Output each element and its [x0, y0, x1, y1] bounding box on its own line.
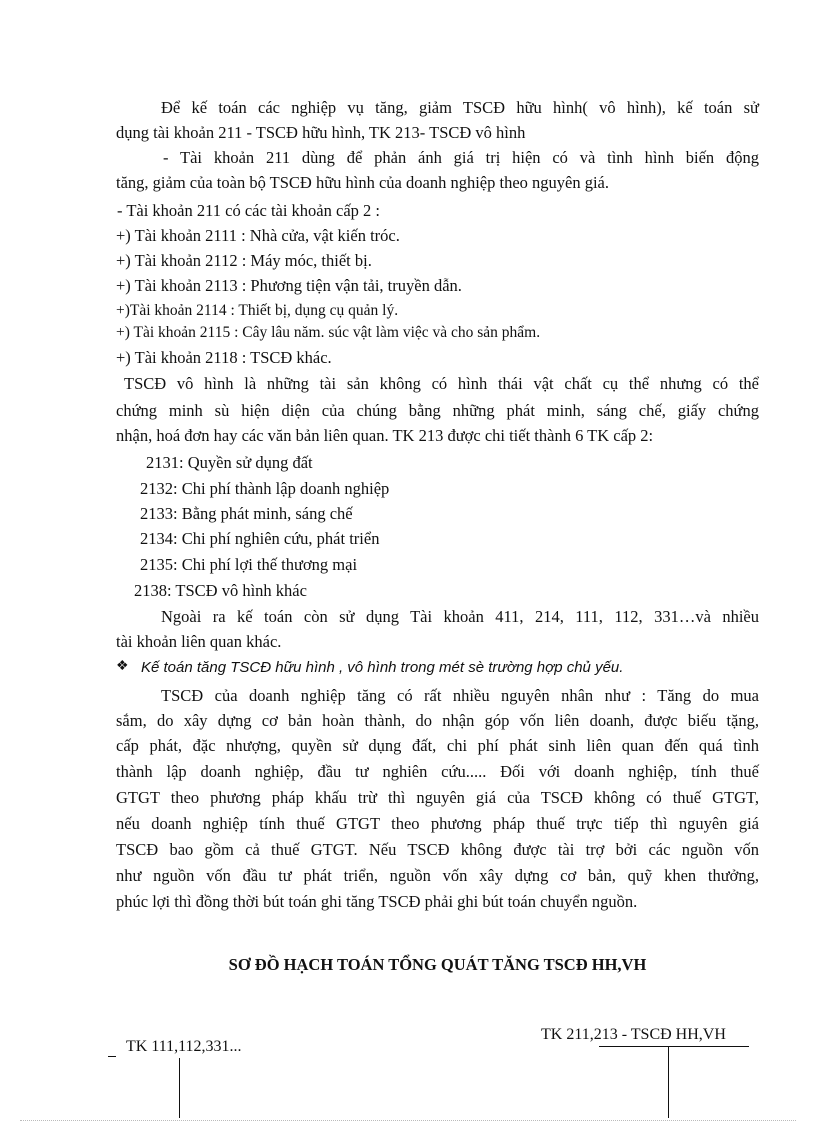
- tk-2131: 2131: Quyền sử dụng đất: [146, 453, 313, 472]
- right-account-horizontal-line: [599, 1046, 749, 1047]
- account-2115: +) Tài khoản 2115 : Cây lâu năm. súc vật làm việc và cho sản phẩm.: [116, 324, 541, 341]
- paragraph-3-line-1: TSCĐ vô hình là những tài sản không có hình thái vật chất cụ thể nhưng có thể: [124, 374, 759, 393]
- diamond-bullet-icon: ❖: [116, 659, 129, 674]
- right-account-label: TK 211,213 - TSCĐ HH,VH: [541, 1026, 726, 1043]
- paragraph-3-line-2: chứng minh sù hiện diện của chúng bằng những phát minh, sáng chế, giấy chứng: [116, 401, 759, 420]
- paragraph-5-line-9: phúc lợi thì đồng thời bút toán ghi tăng TSCĐ phải ghi bút toán chuyển nguồn.: [116, 892, 638, 911]
- paragraph-4-line-1: Ngoài ra kế toán còn sử dụng Tài khoản 411, 214, 111, 112, 331…và nhiều: [161, 607, 759, 626]
- paragraph-5-line-3: cấp phát, đặc nhượng, quyền sử dụng đất, chi phí phát sinh liên quan đến quá tình: [116, 736, 759, 755]
- paragraph-5-line-7: TSCĐ bao gồm cả thuế GTGT. Nếu TSCĐ không được tài trợ bởi các nguồn vốn: [116, 840, 759, 859]
- tk-2133: 2133: Bằng phát minh, sáng chế: [140, 504, 353, 523]
- sub-account-intro: - Tài khoản 211 có các tài khoản cấp 2 :: [117, 201, 380, 220]
- paragraph-3-line-3: nhận, hoá đơn hay các văn bản liên quan. TK 213 được chi tiết thành 6 TK cấp 2:: [116, 426, 654, 445]
- tk-2132: 2132: Chi phí thành lập doanh nghiệp: [140, 479, 390, 498]
- paragraph-1-line-2: dụng tài khoản 211 - TSCĐ hữu hình, TK 213- TSCĐ vô hình: [116, 123, 526, 142]
- tk-2138: 2138: TSCĐ vô hình khác: [134, 581, 307, 600]
- paragraph-2-line-2: tăng, giảm của toàn bộ TSCĐ hữu hình của doanh nghiệp theo nguyên giá.: [116, 173, 610, 192]
- paragraph-5-line-8: như nguồn vốn đầu tư phát triển, nguồn vốn xây dựng cơ bản, quỹ khen thưởng,: [116, 866, 759, 885]
- section-heading-italic: Kế toán tăng TSCĐ hữu hình , vô hình trong mét sè trường hợp chủ yếu.: [141, 659, 624, 676]
- tk-2135: 2135: Chi phí lợi thế thương mại: [140, 555, 358, 574]
- paragraph-5-line-4: thành lập doanh nghiệp, đầu tư nghiên cứu..... Đối với doanh nghiệp, tính thuế: [116, 762, 759, 781]
- account-2118: +) Tài khoản 2118 : TSCĐ khác.: [116, 348, 332, 367]
- paragraph-1-line-1: Để kế toán các nghiệp vụ tăng, giảm TSCĐ hữu hình( vô hình), kế toán sử: [161, 98, 759, 117]
- account-2114: +)Tài khoản 2114 : Thiết bị, dụng cụ quản lý.: [116, 302, 399, 319]
- page-bottom-dotted-border: [20, 1120, 796, 1121]
- paragraph-5-line-2: sắm, do xây dựng cơ bản hoàn thành, do nhận góp vốn liên doanh, được biếu tặng,: [116, 711, 759, 730]
- paragraph-2-line-1: - Tài khoản 211 dùng để phản ánh giá trị hiện có và tình hình biến động: [163, 148, 759, 167]
- paragraph-5-line-5: GTGT theo phương pháp khấu trừ thì nguyên giá của TSCĐ không có thuế GTGT,: [116, 788, 759, 807]
- account-2111: +) Tài khoản 2111 : Nhà cửa, vật kiến tróc.: [116, 226, 400, 245]
- left-account-dash: [108, 1056, 116, 1057]
- right-account-vertical-line: [668, 1046, 669, 1118]
- paragraph-5-line-1: TSCĐ của doanh nghiệp tăng có rất nhiều nguyên nhân như : Tăng do mua: [161, 686, 759, 705]
- diagram-title: SƠ ĐỒ HẠCH TOÁN TỔNG QUÁT TĂNG TSCĐ HH,VH: [228, 955, 647, 974]
- left-account-label: TK 111,112,331...: [126, 1038, 242, 1055]
- account-2113: +) Tài khoản 2113 : Phương tiện vận tải, truyền dẫn.: [116, 276, 462, 295]
- tk-2134: 2134: Chi phí nghiên cứu, phát triển: [140, 529, 380, 548]
- paragraph-4-line-2: tài khoản liên quan khác.: [116, 632, 282, 651]
- left-account-vertical-line: [179, 1058, 180, 1118]
- account-2112: +) Tài khoản 2112 : Máy móc, thiết bị.: [116, 251, 372, 270]
- paragraph-5-line-6: nếu doanh nghiệp tính thuế GTGT theo phương pháp thuế trực tiếp thì nguyên giá: [116, 814, 759, 833]
